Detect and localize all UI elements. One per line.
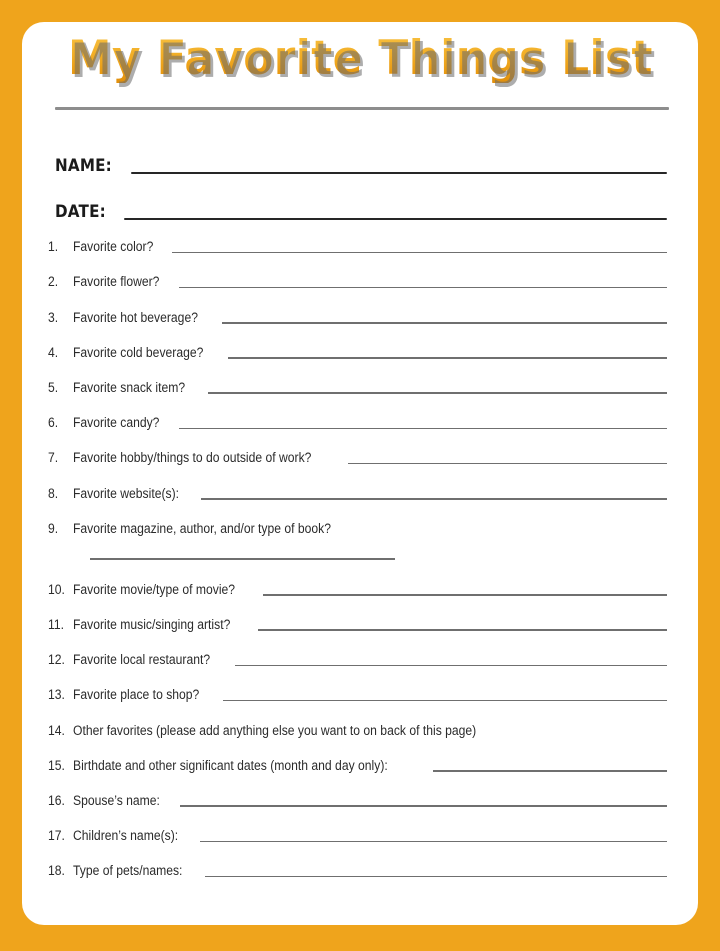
answer-write-line[interactable] xyxy=(222,322,667,324)
title-divider xyxy=(55,107,669,110)
question-label: Favorite flower? xyxy=(73,274,160,290)
answer-write-line[interactable] xyxy=(228,357,667,359)
question-label: Favorite color? xyxy=(73,239,154,255)
question-row xyxy=(48,366,667,401)
question-row xyxy=(48,814,667,849)
question-label: Favorite local restaurant? xyxy=(73,652,211,668)
answer-write-line[interactable] xyxy=(208,392,667,394)
question-row xyxy=(48,507,667,542)
question-label: Favorite snack item? xyxy=(73,379,186,395)
question-number: 14. xyxy=(48,722,65,738)
answer-write-line[interactable] xyxy=(223,700,667,702)
question-row xyxy=(48,849,667,884)
question-number: 6. xyxy=(48,415,59,431)
question-label: Favorite cold beverage? xyxy=(73,344,204,360)
answer-write-line[interactable] xyxy=(200,841,667,843)
question-label: Favorite movie/type of movie? xyxy=(73,581,236,597)
page-title: My Favorite Things List xyxy=(67,31,653,86)
question-list xyxy=(22,225,698,884)
question-label: Other favorites (please add anything else you want to on back of this page) xyxy=(73,722,477,738)
question-label: Favorite music/singing artist? xyxy=(73,617,231,633)
question-number: 11. xyxy=(48,617,64,633)
answer-write-line[interactable] xyxy=(258,629,667,631)
question-row xyxy=(48,744,667,779)
question-number: 1. xyxy=(48,239,59,255)
question-number: 17. xyxy=(48,828,65,844)
question-label: Favorite place to shop? xyxy=(73,687,200,703)
question-number: 16. xyxy=(48,793,65,808)
answer-write-line[interactable] xyxy=(179,287,667,289)
question-number: 5. xyxy=(48,379,59,395)
answer-write-line[interactable] xyxy=(235,665,667,667)
question-row xyxy=(48,225,667,260)
question-row xyxy=(48,673,667,708)
question-row xyxy=(48,638,667,673)
answer-write-line[interactable] xyxy=(90,558,395,560)
date-field-row xyxy=(22,180,698,226)
date-write-line[interactable] xyxy=(124,218,667,221)
question-label: Favorite website(s): xyxy=(73,485,180,501)
name-label: NAME: xyxy=(55,156,112,175)
question-row xyxy=(48,603,667,638)
question-label: Birthdate and other significant dates (month and day only): xyxy=(73,757,388,773)
question-number: 18. xyxy=(48,863,65,879)
question-row xyxy=(48,295,667,330)
question-number: 12. xyxy=(48,652,65,668)
worksheet-paper xyxy=(22,22,698,925)
question-row xyxy=(48,436,667,471)
question-row xyxy=(48,260,667,295)
date-label: DATE: xyxy=(55,202,106,221)
question-label: Favorite magazine, author, and/or type of book? xyxy=(73,520,332,536)
answer-write-line[interactable] xyxy=(205,876,667,878)
question-row xyxy=(48,568,667,603)
question-number: 2. xyxy=(48,274,59,290)
question-number: 10. xyxy=(48,581,65,597)
answer-spacer xyxy=(370,533,667,535)
answer-write-line[interactable] xyxy=(179,428,667,430)
question-number: 15. xyxy=(48,757,65,773)
question-row xyxy=(48,331,667,366)
answer-line-row xyxy=(48,542,667,568)
question-label: Spouse’s name: xyxy=(73,793,160,808)
name-field-row xyxy=(22,134,698,180)
answer-write-line[interactable] xyxy=(433,770,667,772)
header-fields xyxy=(22,134,698,226)
question-number: 7. xyxy=(48,450,59,466)
question-number: 3. xyxy=(48,309,59,325)
question-number: 13. xyxy=(48,687,65,703)
title-block xyxy=(22,31,698,86)
answer-write-line[interactable] xyxy=(348,463,667,465)
answer-write-line[interactable] xyxy=(172,252,667,254)
question-label: Children’s name(s): xyxy=(73,828,179,844)
question-row xyxy=(48,401,667,436)
question-number: 4. xyxy=(48,344,59,360)
answer-write-line[interactable] xyxy=(201,498,667,500)
question-row xyxy=(48,471,667,506)
question-label: Favorite hot beverage? xyxy=(73,309,198,325)
question-number: 9. xyxy=(48,520,59,536)
question-row xyxy=(48,779,667,814)
name-write-line[interactable] xyxy=(131,172,667,175)
question-label: Favorite candy? xyxy=(73,415,160,431)
question-number: 8. xyxy=(48,485,59,501)
answer-write-line[interactable] xyxy=(180,805,667,807)
question-label: Type of pets/names: xyxy=(73,863,183,879)
answer-write-line[interactable] xyxy=(263,594,667,596)
answer-spacer xyxy=(531,735,667,737)
question-label: Favorite hobby/things to do outside of work? xyxy=(73,450,312,466)
question-row xyxy=(48,708,667,743)
